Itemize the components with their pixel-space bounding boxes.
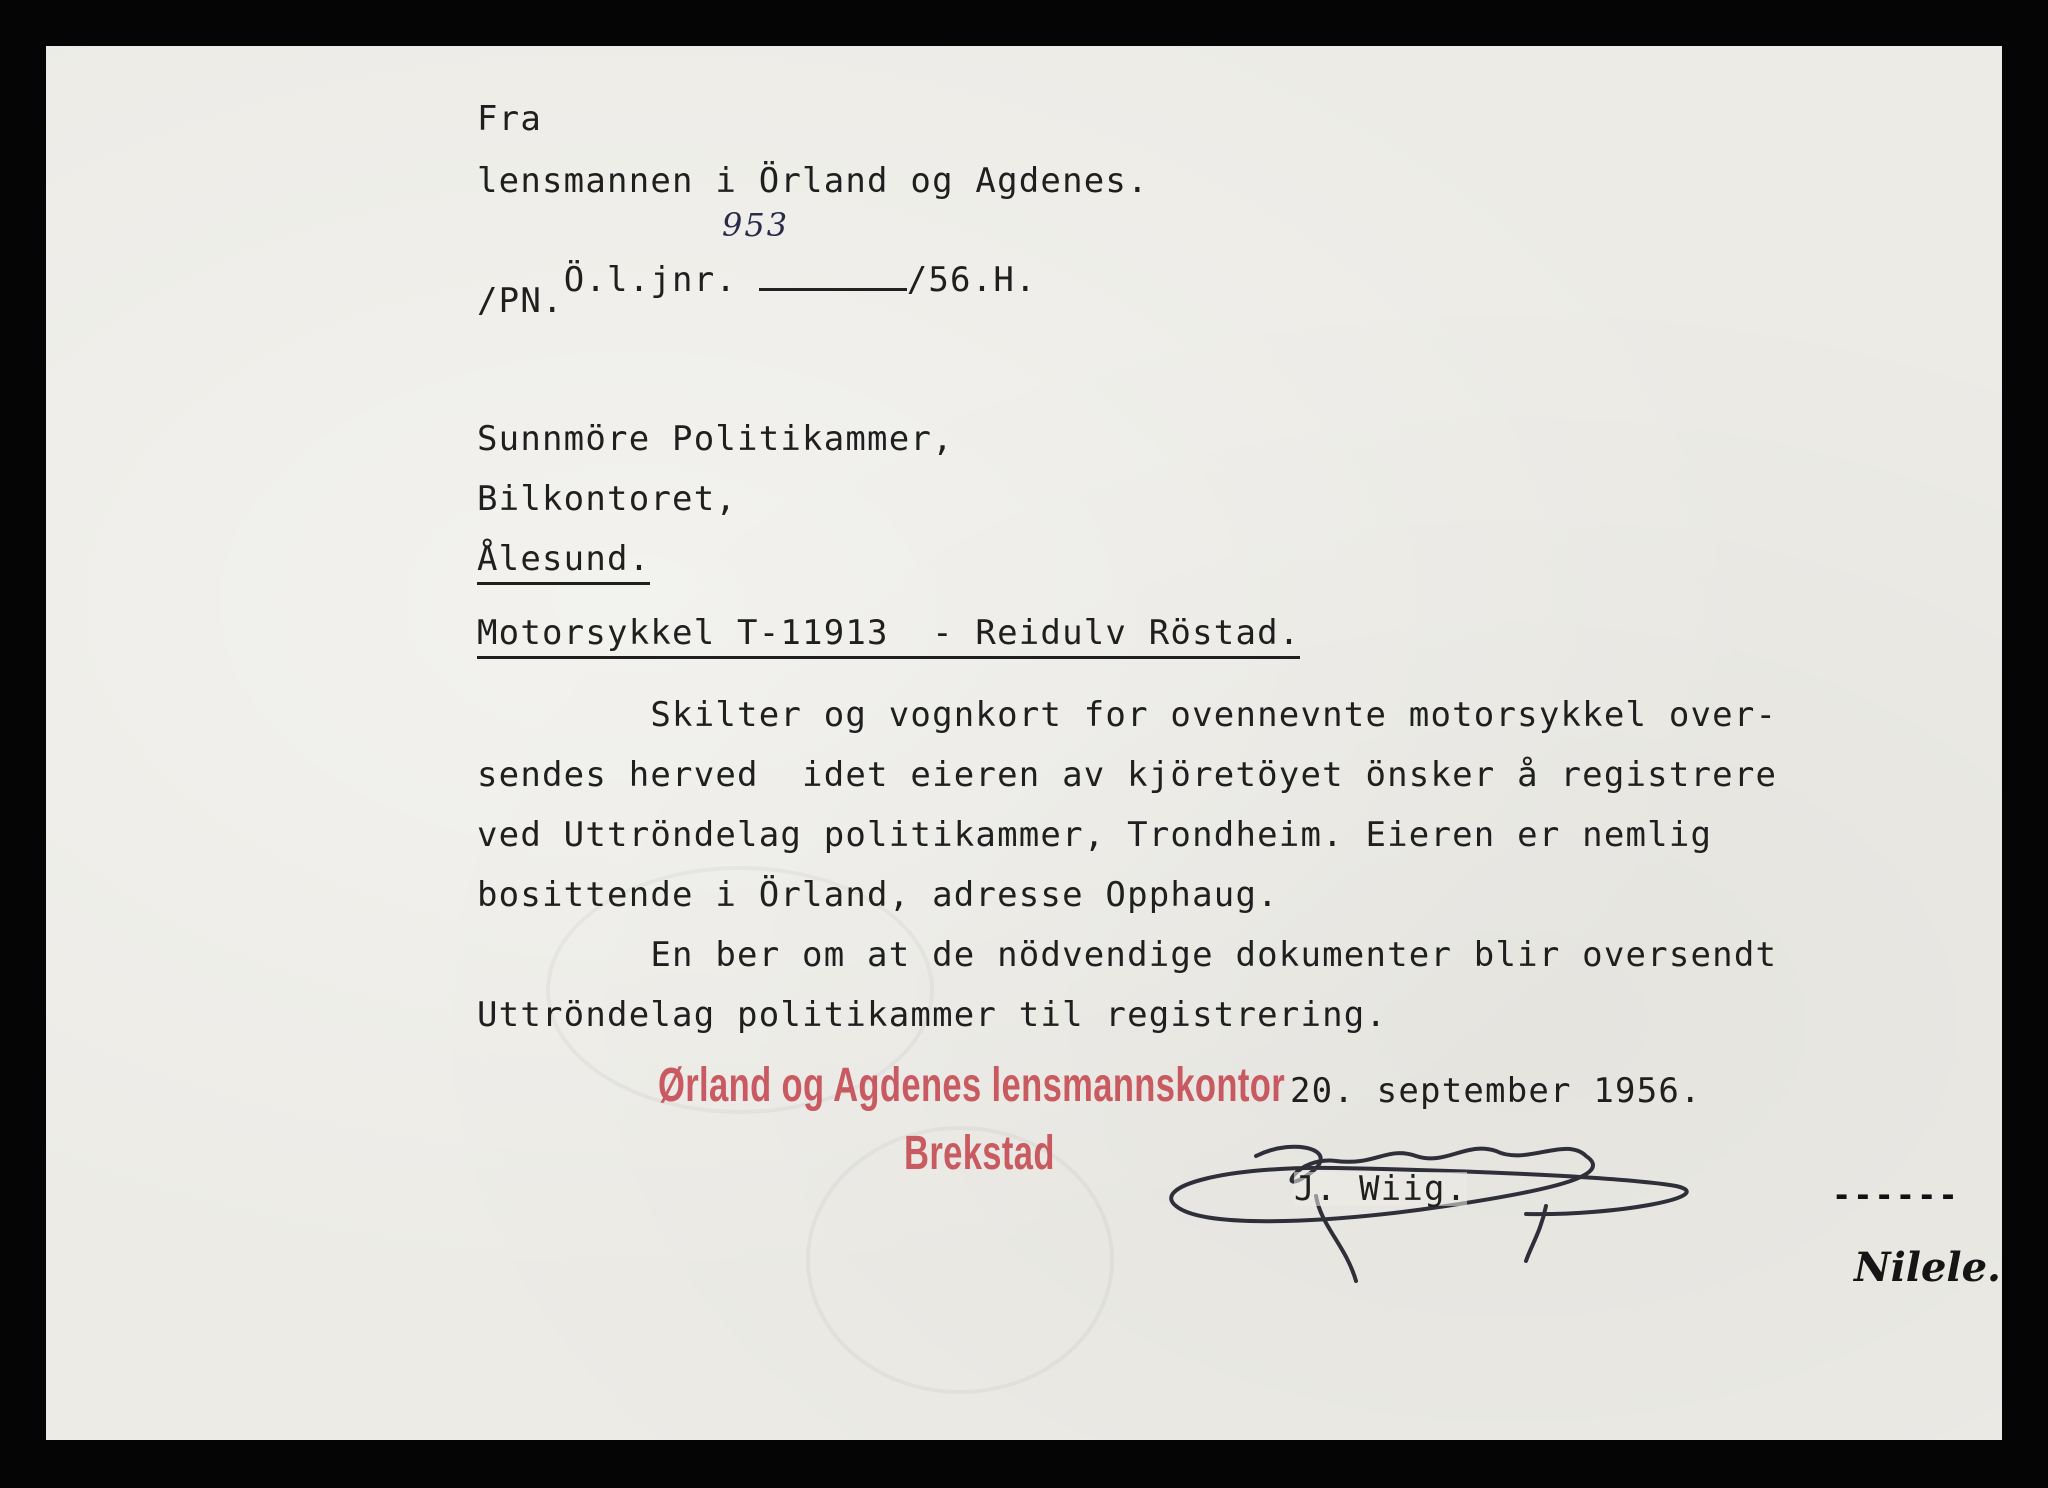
dash-separator: ------ — [1832, 1176, 1960, 1214]
body-line: sendes herved idet eieren av kjöretöyet önsker å registrere — [477, 755, 1778, 795]
journal-suffix: /56.H. — [906, 260, 1037, 300]
journal-number-blank — [759, 258, 907, 291]
signatory-name: J. Wiig. — [1294, 1169, 1468, 1209]
body-line: Skilter og vognkort for ovennevnte motorsykkel over- — [477, 695, 1778, 735]
sender-line: lensmannen i Örland og Agdenes. — [477, 161, 1149, 201]
body-line: Uttröndelag politikammer til registrering. — [477, 995, 1388, 1035]
journal-number-handwritten: 953 — [722, 206, 790, 244]
office-stamp-line-1: Ørland og Agdenes lensmannskontor — [658, 1059, 1286, 1112]
document-page — [46, 46, 2002, 1440]
handwritten-mark: Nilele. — [1854, 1244, 2001, 1291]
recipient-line-1: Sunnmöre Politikammer, — [477, 419, 954, 459]
from-label: Fra — [477, 99, 543, 139]
initials: /PN. — [477, 281, 564, 321]
office-stamp-line-2: Brekstad — [904, 1127, 1055, 1180]
body-line: bosittende i Örland, adresse Opphaug. — [477, 875, 1279, 915]
body-line: ved Uttröndelag politikammer, Trondheim. Eieren er nemlig — [477, 815, 1713, 855]
letter-date: 20. september 1956. — [1290, 1071, 1702, 1111]
body-line: En ber om at de nödvendige dokumenter blir oversendt — [477, 935, 1778, 975]
subject-line: Motorsykkel T-11913 - Reidulv Röstad. — [477, 616, 1300, 659]
recipient-city: Ålesund. — [477, 542, 650, 585]
journal-prefix: Ö.l.jnr. — [563, 260, 738, 300]
recipient-line-2: Bilkontoret, — [477, 479, 738, 519]
